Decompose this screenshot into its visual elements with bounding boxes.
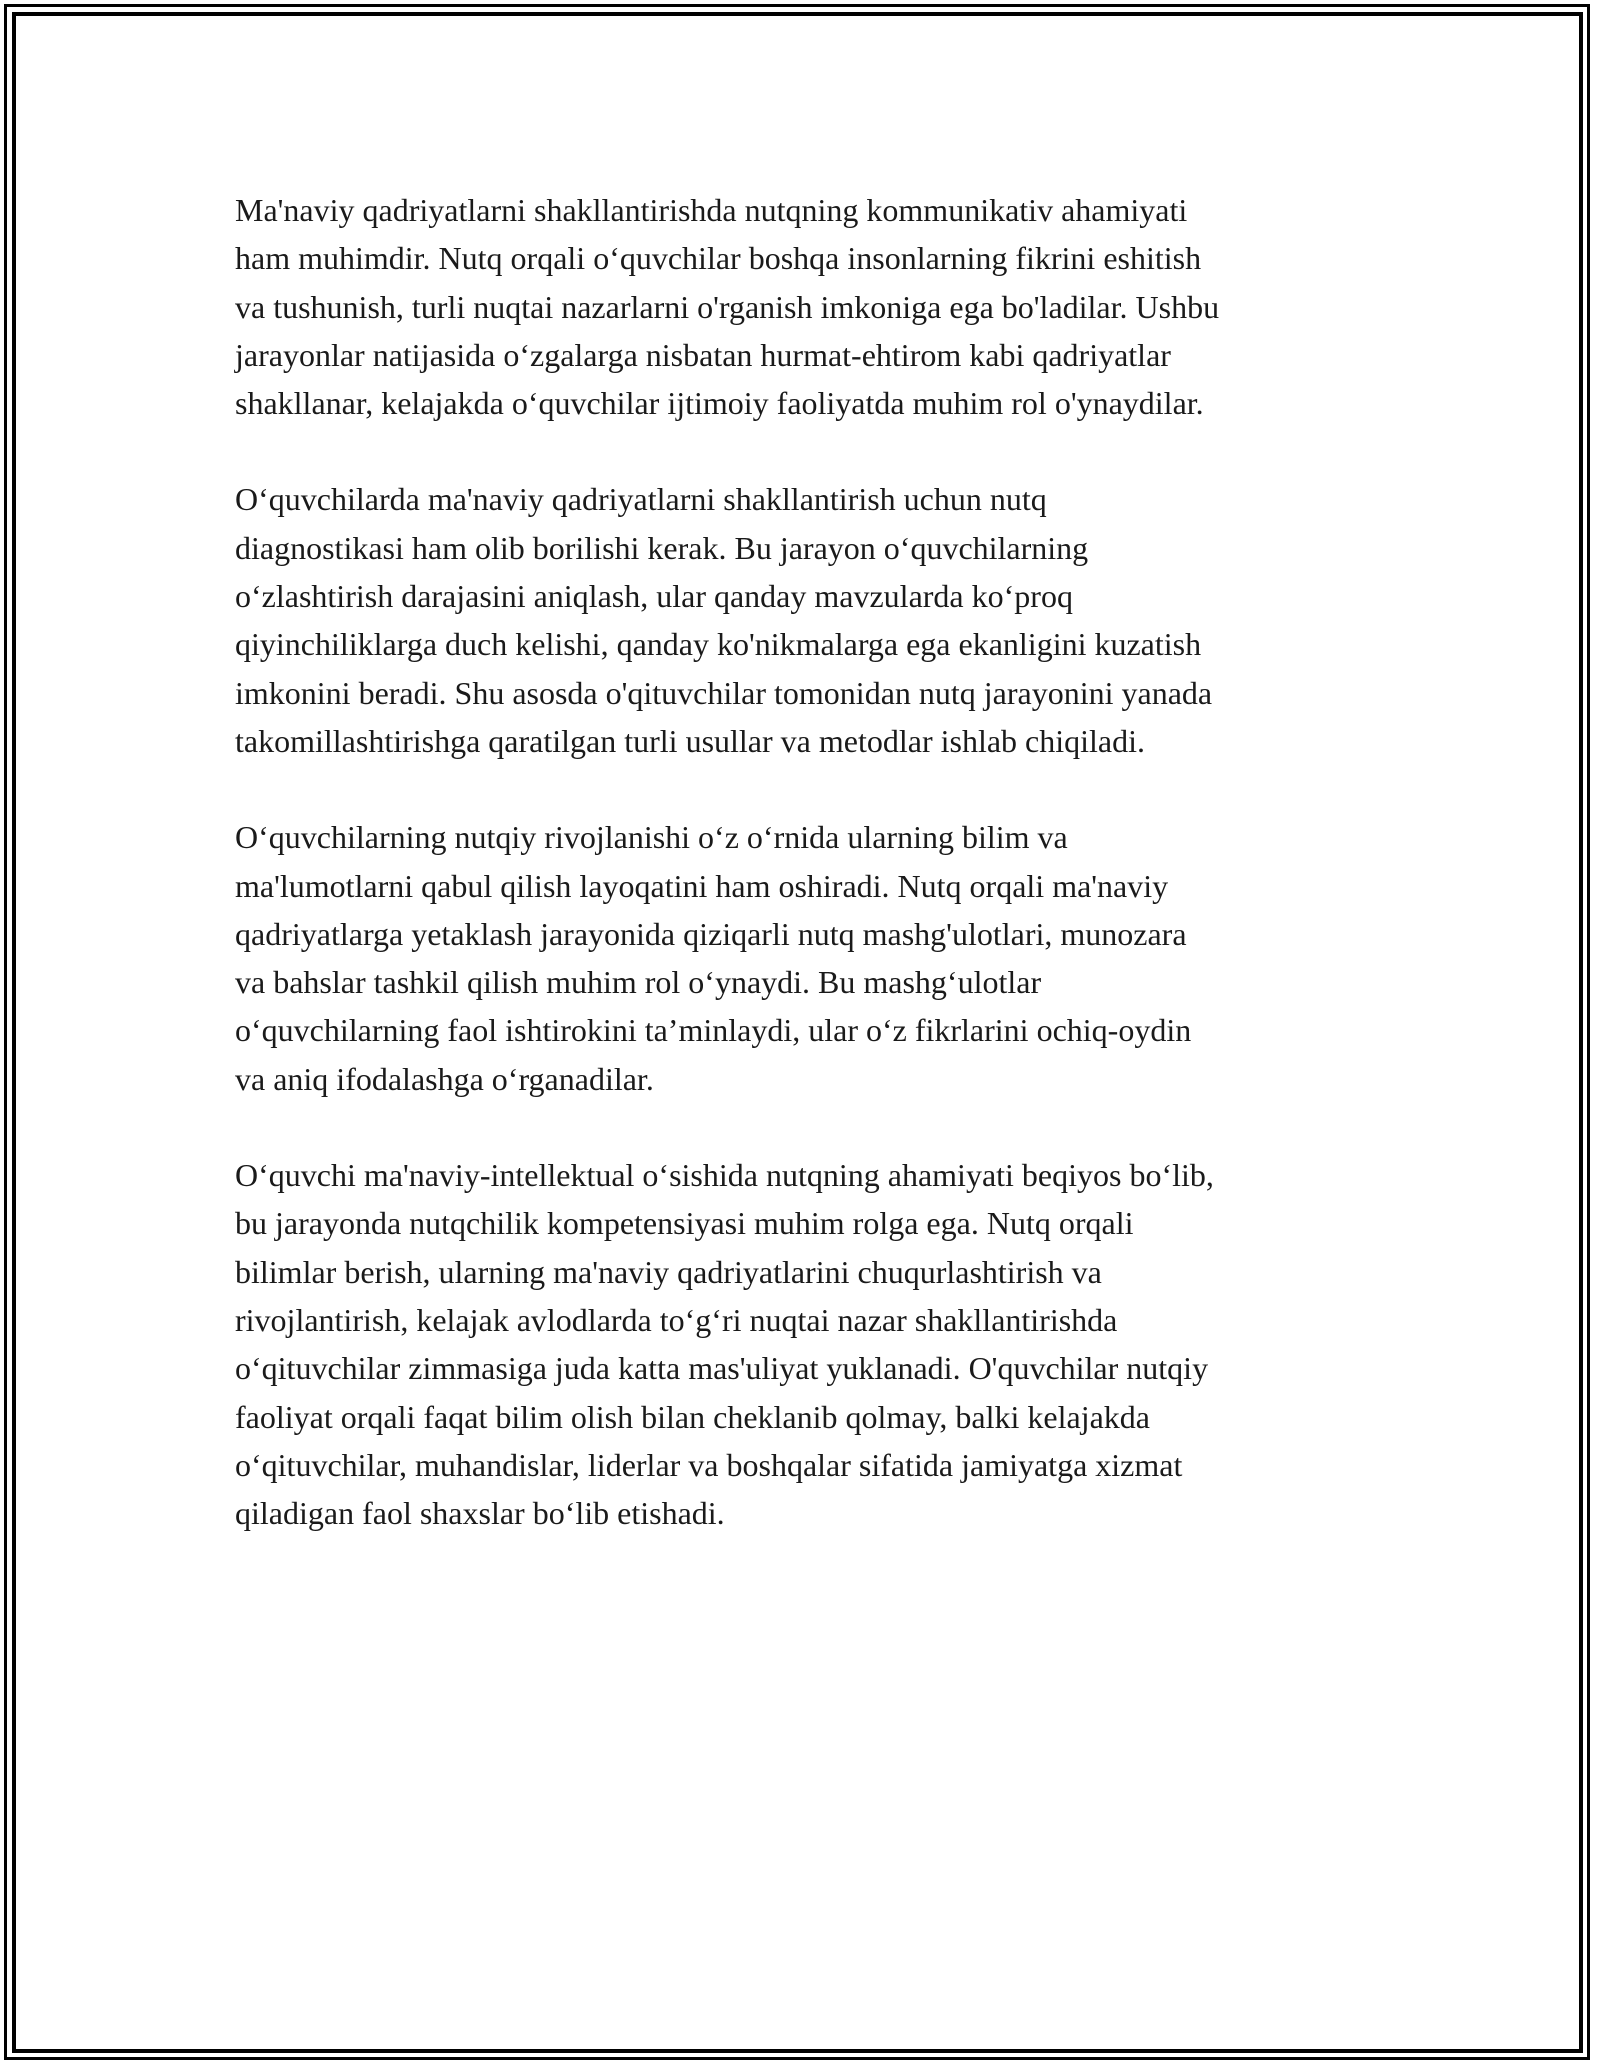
paragraph-1: Ma'naviy qadriyatlarni shakllantirishda nutqning kommunikativ ahamiyati ham muhimdir. Nutq orqali o‘quvchilar boshqa insonlarning fikrini eshitish va tushunish, turli nuqtai nazarlarni o'rganish imkoniga ega bo'ladilar. Ushbu jarayonlar natijasida o‘zgalarga nisbatan hurmat-ehtirom kabi qadriyatlar shakllanar, kelajakda o‘quvchilar ijtimoiy faoliyatda muhim rol o'ynaydilar. [235, 192, 1220, 422]
paragraph-2: O‘quvchilarda ma'naviy qadriyatlarni shakllantirish uchun nutq diagnostikasi ham olib borilishi kerak. Bu jarayon o‘quvchilarning o‘zlashtirish darajasini aniqlash, ular qanday mavzularda ko‘proq qiyinchiliklarga duch kelishi, qanday ko'nikmalarga ega ekanligini kuzatish imkonini beradi. Shu asosda o'qituvchilar tomonidan nutq jarayonini yanada takomillashtirishga qaratilgan turli usullar va metodlar ishlab chiqiladi. [235, 481, 1213, 759]
paragraph-3: O‘quvchilarning nutqiy rivojlanishi o‘z o‘rnida ularning bilim va ma'lumotlarni qabul qilish layoqatini ham oshiradi. Nutq orqali ma'naviy qadriyatlarga yetaklash jarayonida qiziqarli nutq mashg'ulotlari, munozara va bahslar tashkil qilish muhim rol o‘ynaydi. Bu mashg‘ulotlar o‘quvchilarning faol ishtirokini ta’minlaydi, ular o‘z fikrlarini ochiq-oydin va aniq ifodalashga o‘rganadilar. [235, 819, 1192, 1097]
document-body [235, 186, 1380, 1585]
paragraph-4: O‘quvchi ma'naviy-intellektual o‘sishida nutqning ahamiyati beqiyos bo‘lib, bu jarayonda nutqchilik kompetensiyasi muhim rolga ega. Nutq orqali bilimlar berish, ularning ma'naviy qadriyatlarini chuqurlashtirish va rivojlantirish, kelajak avlodlarda to‘g‘ri nuqtai nazar shakllantirishda o‘qituvchilar zimmasiga juda katta mas'uliyat yuklanadi. O'quvchilar nutqiy faoliyat orqali faqat bilim olish bilan cheklanib qolmay, balki kelajakda o‘qituvchilar, muhandislar, liderlar va boshqalar sifatida jamiyatga xizmat qiladigan faol shaxslar bo‘lib etishadi. [235, 1157, 1214, 1532]
